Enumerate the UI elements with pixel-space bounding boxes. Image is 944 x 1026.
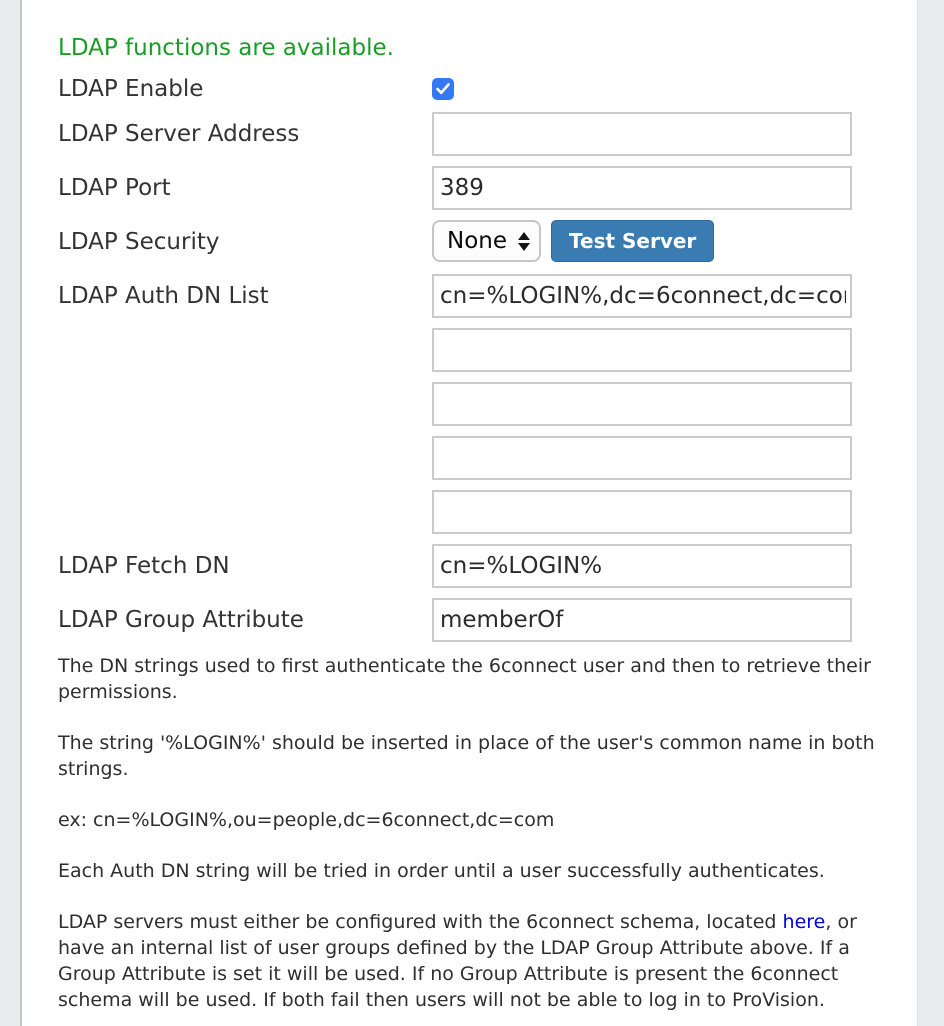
ldap-status-message: LDAP functions are available. xyxy=(58,35,394,61)
ldap-auth-dn-input-2[interactable] xyxy=(432,328,852,372)
ldap-server-address-label: LDAP Server Address xyxy=(58,121,300,147)
ldap-group-attribute-label: LDAP Group Attribute xyxy=(58,607,304,633)
ldap-auth-dn-input-stack xyxy=(432,274,852,534)
help-schema-text-before: LDAP servers must either be configured with the 6connect schema, located xyxy=(58,911,783,933)
ldap-auth-dn-list-row xyxy=(58,274,877,534)
ldap-fetch-dn-input[interactable] xyxy=(432,544,852,588)
ldap-settings-panel xyxy=(20,0,918,1026)
help-paragraph-schema xyxy=(58,909,894,1013)
ldap-security-row xyxy=(58,220,877,264)
ldap-fetch-dn-label: LDAP Fetch DN xyxy=(58,553,230,579)
help-schema-text-after: , or have an internal list of user groups defined by the LDAP Group Attribute above. If a Group Attribute is set it will be used. If no Group Attribute is present the 6connect schema will be used. If both fail then users will not be able to log in to ProVision. xyxy=(58,911,857,1011)
checkmark-icon xyxy=(436,83,450,95)
help-paragraph-login-token: The string '%LOGIN%' should be inserted in place of the user's common name in both strings. xyxy=(58,732,875,780)
ldap-group-attribute-input[interactable] xyxy=(432,598,852,642)
chevron-up-icon xyxy=(518,232,530,240)
ldap-security-controls xyxy=(432,220,714,262)
help-paragraph-example: ex: cn=%LOGIN%,ou=people,dc=6connect,dc=com xyxy=(58,809,555,831)
ldap-enable-row xyxy=(58,76,877,102)
help-paragraph-dn-strings: The DN strings used to first authenticate the 6connect user and then to retrieve their permissions. xyxy=(58,655,871,703)
ldap-port-label: LDAP Port xyxy=(58,175,171,201)
ldap-security-select[interactable] xyxy=(432,220,541,262)
chevron-down-icon xyxy=(518,243,530,251)
ldap-auth-dn-input-1[interactable] xyxy=(432,274,852,318)
here-link[interactable]: here xyxy=(782,911,826,933)
ldap-server-address-input[interactable] xyxy=(432,112,852,156)
ldap-security-selected-value: None xyxy=(447,228,508,254)
ldap-fetch-dn-row xyxy=(58,544,877,588)
ldap-auth-dn-input-3[interactable] xyxy=(432,382,852,426)
ldap-auth-dn-list-label: LDAP Auth DN List xyxy=(58,283,269,309)
help-paragraph-auth-order: Each Auth DN string will be tried in order until a user successfully authenticates. xyxy=(58,860,825,882)
ldap-enable-checkbox[interactable] xyxy=(432,78,454,100)
test-server-button[interactable]: Test Server xyxy=(551,220,714,262)
help-text-section xyxy=(58,653,894,1013)
ldap-port-input[interactable] xyxy=(432,166,852,210)
ldap-auth-dn-input-4[interactable] xyxy=(432,436,852,480)
ldap-group-attribute-row xyxy=(58,598,877,642)
ldap-port-row xyxy=(58,166,877,210)
ldap-auth-dn-input-5[interactable] xyxy=(432,490,852,534)
ldap-security-label: LDAP Security xyxy=(58,229,220,255)
ldap-server-address-row xyxy=(58,112,877,156)
ldap-enable-label: LDAP Enable xyxy=(58,76,204,102)
select-stepper-arrows-icon xyxy=(518,232,530,251)
